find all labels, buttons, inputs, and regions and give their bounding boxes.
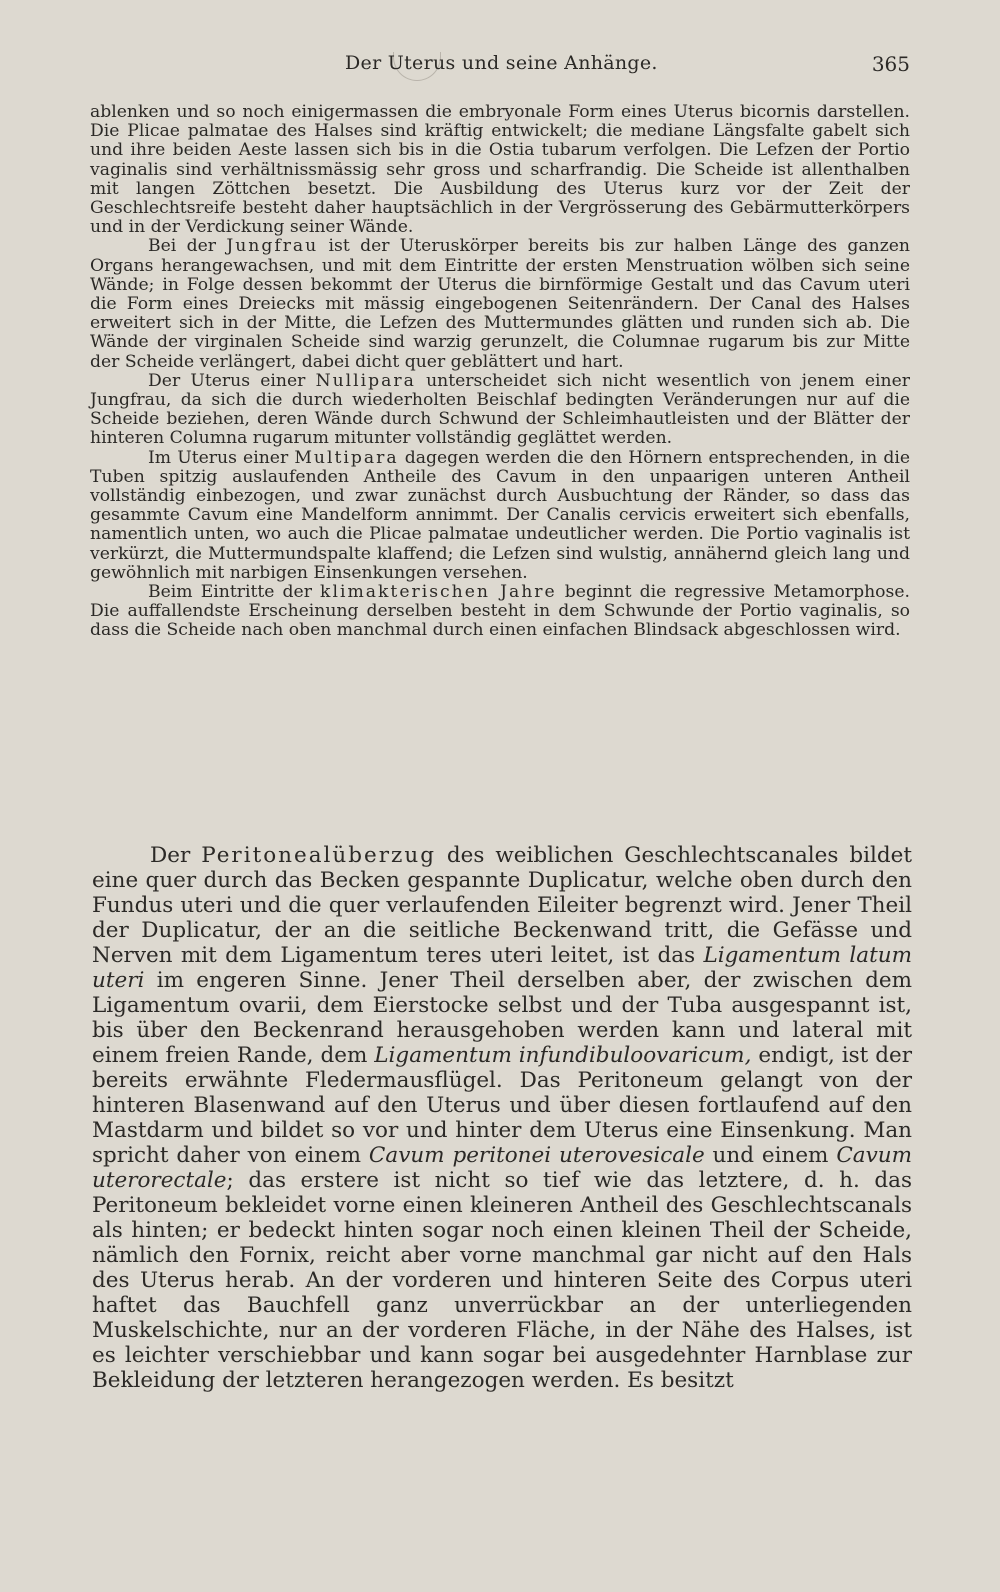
italic-term: Cavum uterorectale [92, 1143, 912, 1193]
page-header [90, 52, 910, 82]
spaced-term: Multipara [294, 447, 399, 468]
large-print-section [92, 843, 912, 1393]
paragraph-text: Der [150, 843, 202, 868]
italic-term: Ligamentum infundibuloovaricum, [374, 1043, 752, 1068]
paragraph-text: Bei der [148, 236, 227, 257]
paragraph-text: unterscheidet sich nicht wesentlich von jenem einer Jungfrau, da sich die durch wiederholten Beischlaf bedingten Veränderungen nur auf die Scheide beziehen, deren Wände durch Schwund der Schleimhautleisten und der Blätter der hinteren Columna rugarum mitunter vollständig geglättet werden. [90, 370, 910, 449]
paragraph-nullipara [90, 372, 910, 449]
paragraph-jungfrau [90, 237, 910, 371]
paragraph-multipara [90, 449, 910, 583]
paragraph-text: ablenken und so noch einigermassen die embryonale Form eines Uterus bicornis darstellen. Die Plicae palmatae des Halses sind kräftig entwickelt; die mediane Längsfalte gabelt sich und ihre beiden Aeste lassen sich bis in die Ostia tubarum verfolgen. Die Lefzen der Portio vaginalis sind verhältnissmässig sehr gross und scharfrandig. Die Scheide ist allenthalben mit langen Zöttchen besetzt. Die Ausbildung des Uterus kurz vor der Zeit der Geschlechtsreife besteht daher hauptsächlich in der Vergrösserung des Gebärmutterkörpers und in der Verdickung seiner Wände. [90, 102, 910, 238]
paragraph-text: endigt, ist der bereits erwähnte Fledermausflügel. Das Peritoneum gelangt von der hinteren Blasenwand auf den Uterus und über diesen fortlaufend auf den Mastdarm und bildet so vor und hinter dem Uterus eine Einsenkung. Man spricht daher von einem [92, 1043, 912, 1168]
paragraph-text: und einem [704, 1143, 837, 1168]
italic-term: Ligamentum latum uteri [92, 943, 912, 993]
paragraph-text: Beim Eintritte der [148, 582, 321, 603]
running-title: Der Uterus und seine Anhänge. [345, 52, 658, 74]
paragraph-text: dagegen werden die den Hörnern entsprechenden, in die Tuben spitzig auslaufenden Antheile des Cavum in den unpaarigen unteren Antheil vollständig einbezogen, und zwar zunächst durch Ausbuchtung der Ränder, so dass das gesammte Cavum eine Mandelform annimmt. Der Canalis cervicis erweitert sich ebenfalls, namentlich unten, wo auch die Plicae palmatae undeutlicher werden. Die Portio vaginalis ist verkürzt, die Muttermundspalte klaffend; die Lefzen sind wulstig, annähernd gleich lang und gewöhnlich mit narbigen Einsenkungen versehen. [90, 447, 910, 583]
spaced-term: klimakterischen Jahre [320, 582, 557, 603]
paragraph-continuation [90, 103, 910, 237]
spaced-term: Peritonealüberzug [201, 843, 436, 868]
small-print-section [90, 103, 910, 641]
page-number: 365 [871, 52, 910, 76]
spaced-term: Nullipara [315, 370, 416, 391]
italic-term: Cavum peritonei uterovesicale [368, 1143, 705, 1168]
paragraph-klimakterium [90, 583, 910, 641]
paragraph-text: des weiblichen Geschlechtscanales bildet eine quer durch das Becken gespannte Duplicatur, welche oben durch den Fundus uteri und die quer verlaufenden Eileiter begrenzt wird. Jener Theil der Duplicatur, der an die seitliche Beckenwand tritt, die Gefässe und Nerven mit dem Ligamentum teres uteri leitet, ist das [92, 843, 912, 968]
paragraph-text: Im Uterus einer [148, 447, 295, 468]
paragraph-text: Der Uterus einer [148, 370, 316, 391]
paragraph-text: ; das erstere ist nicht so tief wie das letztere, d. h. das Peritoneum bekleidet vorne einen kleineren Antheil des Geschlechtscanals als hinten; er bedeckt hinten sogar noch einen kleinen Theil der Scheide, nämlich den Fornix, reicht aber vorne manchmal gar nicht auf den Hals des Uterus herab. An der vorderen und hinteren Seite des Corpus uteri haftet das Bauchfell ganz unverrückbar an der unterliegenden Muskelschichte, nur an der vorderen Fläche, in der Nähe des Halses, ist es leichter verschiebbar und kann sogar bei ausgedehnter Harnblase zur Bekleidung der letzteren herangezogen werden. Es besitzt [92, 1168, 912, 1393]
paragraph-text: beginnt die regressive Metamorphose. Die auffallendste Erscheinung derselben besteht in dem Schwunde der Portio vaginalis, so dass die Scheide nach oben manchmal durch einen einfachen Blindsack abgeschlossen wird. [90, 582, 910, 641]
paragraph-text: im engeren Sinne. Jener Theil derselben aber, der zwischen dem Ligamentum ovarii, dem Eierstocke selbst und der Tuba ausgespannt ist, bis über den Beckenrand herausgehoben werden kann und lateral mit einem freien Rande, dem [92, 968, 912, 1068]
paragraph-text: ist der Uteruskörper bereits bis zur halben Länge des ganzen Organs herangewachsen, und mit dem Eintritte der ersten Menstruation wölben sich seine Wände; in Folge dessen bekommt der Uterus die birnförmige Gestalt und das Cavum uteri die Form eines Dreiecks mit mässig eingebogenen Seitenrändern. Der Canal des Halses erweitert sich in der Mitte, die Lefzen des Muttermundes glätten und runden sich ab. Die Wände der virginalen Scheide sind warzig gerunzelt, die Columnae rugarum bis zur Mitte der Scheide verlängert, dabei dicht quer geblättert und hart. [90, 236, 910, 372]
paragraph-peritoneal [92, 843, 912, 1393]
spaced-term: Jungfrau [226, 236, 319, 257]
